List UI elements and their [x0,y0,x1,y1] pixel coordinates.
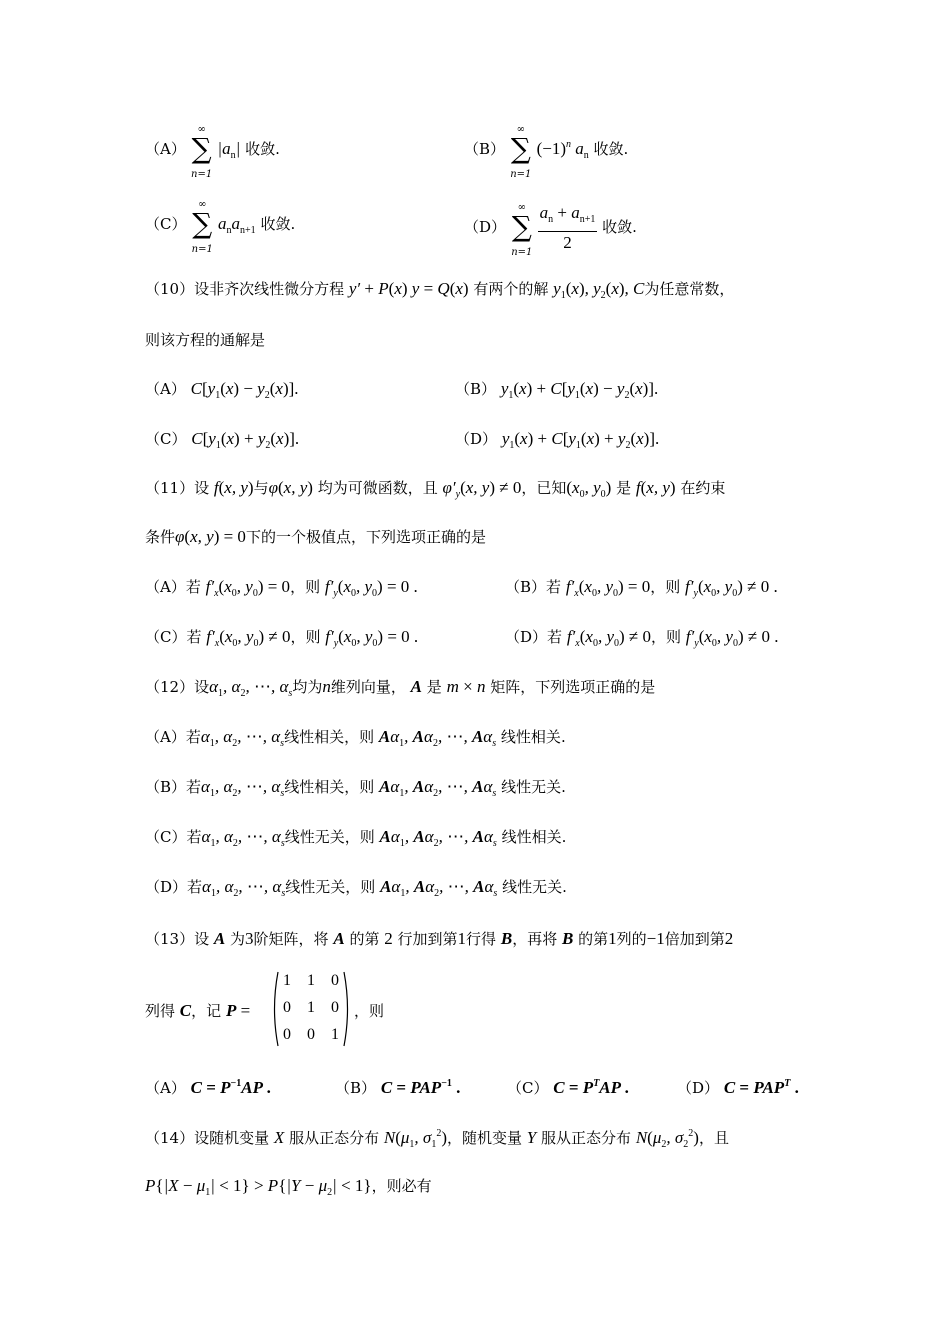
q13-stem [145,928,733,949]
stem-text: 的第 [578,930,609,948]
formula: $A\alpha_1$, $A\alpha_2$, ⋯, $A\alpha_s$ [378,727,497,749]
stem-text: 矩阵，下列选项正确的是 [490,678,656,696]
stem-text: 为 [230,930,246,948]
formula: A [213,929,226,948]
q13-option-d [677,1077,799,1098]
formula: $a_na_{n+1}$ [218,214,256,236]
matrix-cell: 0 [331,999,339,1016]
stem-text: ，则必有 [371,1177,432,1195]
stem-text: 与 [253,479,269,497]
option-text: 线性无关 [501,778,562,796]
q14-stem-line2 [145,1175,432,1198]
formula: C [179,1001,192,1020]
option-label: （C） [145,430,187,448]
option-text: 线性相关 [501,828,562,846]
formula: $f'_x(x_0$, $y_0) \ne 0$ [206,627,291,649]
stem-text: 阶矩阵，将 [253,930,329,948]
option-text: 收敛. [593,140,629,158]
q12-option-a: （A）若$\alpha_1$, $\alpha_2$, ⋯, $\alpha_s$线性相关，则 $A\alpha_1$, $A\alpha_2$, ⋯, $A\alpha_s$ 线性相关. [145,727,566,749]
option-label: （D） [145,878,188,896]
stem-text: 服从正态分布 [289,1129,380,1147]
formula: B [500,929,513,948]
formula: m × n [446,677,486,696]
option-text: 线性相关 [500,728,561,746]
formula: $P\{|X - \mu_1| < 1\} > P\{|Y - \mu_2| < 1\}$ [145,1176,372,1198]
formula: $C = P^{-1}AP$ . [190,1078,271,1097]
option-text: ，则 [290,578,321,596]
formula: φ(x, y) = 0 [175,527,246,546]
option-text: 若 [186,628,202,646]
q10-stem [145,278,734,301]
q12-stem [145,676,655,699]
q14-stem [145,1127,729,1150]
option-text: ，则 [344,828,375,846]
q9-option-d: （D） ∞ ∑ n=1 $\frac{a_n + a_{n+1}}{2}$ 收敛. [464,202,637,258]
formula: $\alpha_1$, $\alpha_2$, ⋯, $\alpha_s$ [201,777,285,799]
stem-text: 均为可微函数，且 [317,479,438,497]
formula: 1 [457,929,467,948]
option-text: 线性相关 [284,728,345,746]
option-text: 线性相关 [284,778,345,796]
formula: $A\alpha_1$, $A\alpha_2$, ⋯, $A\alpha_s$ [380,877,498,899]
stem-text: 列的 [616,930,647,948]
stem-text: 行加到第 [397,930,458,948]
option-label: （D） [455,430,498,448]
option-text: 若 [546,578,562,596]
matrix-cell: 1 [307,972,315,989]
option-label: （D） [464,218,507,236]
stem-text: 设随机变量 [194,1129,270,1147]
formula: $\alpha_1$, $\alpha_2$, ⋯, $\alpha_s$ [209,677,293,699]
option-text: 收敛. [245,140,280,158]
stem-text: 设 [194,678,210,696]
formula: ($x_0$, $y_0$) [566,478,612,500]
stem-text: ，且 [698,1129,729,1147]
option-text: 收敛. [260,215,296,233]
q10-option-a [145,378,299,401]
option-text: 线性无关 [502,878,563,896]
option-text: 线性无关 [285,878,346,896]
formula: P = [225,1001,251,1020]
formula: $N(\mu_1$, $\sigma_1^2$) [383,1128,447,1150]
formula: 1 [608,929,617,948]
formula: $f'_x(x_0$, $y_0) \ne 0$ [566,627,651,649]
formula: $f'_y(x_0$, $y_0) = 0$ . [324,577,418,599]
q12-option-b: （B）若$\alpha_1$, $\alpha_2$, ⋯, $\alpha_s$线性相关，则 $A\alpha_1$, $A\alpha_2$, ⋯, $A\alpha_s$ 线性无关. [145,777,566,799]
formula: $f'_y(x_0$, $y_0) = 0$ . [325,627,419,649]
formula: n [322,677,331,696]
option-text: 若 [186,778,202,796]
q9-option-c: （C） ∞ ∑ n=1 $a_na_{n+1}$ 收敛. [145,199,296,255]
option-label: （B） [455,380,497,398]
option-text: 若 [186,828,202,846]
q11-option-b [505,576,778,599]
formula: $\alpha_1$, $\alpha_2$, ⋯, $\alpha_s$ [201,827,285,849]
stem-text: 设 [194,479,210,497]
formula: 2 [724,929,734,948]
formula: $\varphi'_y(x$, y) ≠ 0 [442,478,522,500]
option-text: 线性无关 [284,828,345,846]
formula: $f'_x(x_0$, $y_0) = 0$ [205,577,291,599]
formula: −1 [646,929,665,948]
formula: $f'_x(x_0$, $y_0) = 0$ [565,577,651,599]
formula: $A\alpha_1$, $A\alpha_2$, ⋯, $A\alpha_s$ [379,777,497,799]
formula: $(-1)^n$ $a_n$ [536,139,589,161]
q11-option-d [505,626,778,649]
stem-text: 为任意常数， [644,280,735,298]
formula: $N(\mu_2$, $\sigma_2^2$) [635,1128,699,1150]
option-label: （A） [145,728,186,746]
formula: $y_1(x) + C[y_1(x) + y_2(x)]$. [501,429,660,451]
option-text: 收敛. [602,218,637,236]
matrix-cell: 0 [331,972,339,989]
formula: y′ + P(x) y = Q(x) [348,279,469,298]
q11-option-a [145,576,418,599]
question-number: （11） [145,479,195,497]
stem-text: 条件 [145,528,176,546]
question-number: （10） [145,280,195,298]
q11-option-c [145,626,418,649]
formula: A [410,677,422,696]
option-text: 若 [547,628,563,646]
formula: A [333,929,345,948]
option-label: （C） [507,1079,549,1097]
option-label: （A） [145,140,186,158]
q13-stem-line2 [145,1000,250,1021]
option-label: （B） [145,778,187,796]
q12-option-c: （C）若$\alpha_1$, $\alpha_2$, ⋯, $\alpha_s$线性无关，则 $A\alpha_1$, $A\alpha_2$, ⋯, $A\alpha_s$ 线性相关. [145,827,567,849]
stem-text: 有两个的解 [473,280,549,298]
formula: B [561,929,574,948]
matrix-cell: 1 [283,972,291,989]
formula: $f'_y(x_0$, $y_0) \ne 0$ . [685,627,779,649]
option-label: （A） [145,1079,186,1097]
formula: 3 [245,929,254,948]
stem-text: 在约束 [680,479,726,497]
stem-text: 服从正态分布 [541,1129,632,1147]
q13-option-a [145,1077,271,1098]
option-label: （C） [145,828,187,846]
q13-stem-end: ，则 [354,1002,385,1020]
matrix-cell: 0 [283,1026,291,1043]
formula: Y [526,1128,537,1147]
formula: $C = PAP^T$ . [723,1078,799,1097]
q11-stem [145,477,725,500]
option-label: （C） [145,215,187,233]
option-label: （A） [145,578,186,596]
option-text: ，则 [290,628,321,646]
stem-text: 设非齐次线性微分方程 [194,280,345,298]
option-label: （A） [145,380,186,398]
stem-text: 倍加到第 [664,930,725,948]
formula: $C = P^TAP$ . [553,1078,629,1097]
stem-text: 列得 [145,1002,176,1020]
question-number: （12） [145,678,195,696]
stem-text: 是 [616,479,632,497]
formula: 2 [384,929,393,948]
formula: φ(x, y) [268,478,313,497]
formula: $C[y_1(x) + y_2(x)]$. [191,429,300,451]
formula: $y_1(x)$, $y_2(x)$, C [553,279,645,301]
q13-option-b [335,1077,460,1098]
option-text: ，则 [345,878,376,896]
matrix-cell: 0 [307,1026,315,1043]
matrix-p [270,970,352,1048]
option-label: （D） [677,1079,720,1097]
option-text: 若 [187,878,203,896]
stem-text: ，随机变量 [446,1129,522,1147]
stem-text: 下的一个极值点，下列选项正确的是 [245,528,486,546]
formula: f(x, y) [635,478,676,497]
question-number: （13） [145,930,195,948]
option-text: ，则 [344,728,375,746]
matrix-cell: 1 [331,1026,339,1043]
option-text: 若 [185,578,201,596]
stem-text: 行得 [466,930,497,948]
option-label: （C） [145,628,187,646]
formula: $f'_y(x_0$, $y_0) \ne 0$ . [685,577,778,599]
option-label: （B） [505,578,547,596]
formula: X [273,1128,285,1147]
formula: f(x, y) [213,478,254,497]
q9-option-a: （A） ∞ ∑ n=1 $|a_n|$ 收敛. [145,124,280,180]
option-label: （B） [335,1079,377,1097]
option-label: （B） [464,140,506,158]
stem-text: ，记 [191,1002,222,1020]
q9-option-b: （B） ∞ ∑ n=1 $(-1)^n$ $a_n$ 收敛. [464,124,629,180]
stem-text: 均为 [292,678,323,696]
formula: $C = PAP^{-1}$ . [380,1078,461,1097]
matrix-cell: 0 [283,999,291,1016]
option-text: ，则 [344,778,375,796]
q13-option-c [507,1077,629,1098]
stem-text: 是 [426,678,442,696]
formula: $C[y_1(x) - y_2(x)]$. [190,379,299,401]
formula: $\alpha_1$, $\alpha_2$, ⋯, $\alpha_s$ [200,727,285,749]
formula: $|a_n|$ [217,139,241,161]
q10-stem-line2: 则该方程的通解是 [145,331,266,349]
matrix-cell: 1 [307,999,315,1016]
formula: $y_1(x) + C[y_1(x) - y_2(x)]$. [500,379,659,401]
formula: $A\alpha_1$, $A\alpha_2$, ⋯, $A\alpha_s$ [379,827,497,849]
option-label: （D） [505,628,548,646]
stem-text: 维列向量， [330,678,406,696]
formula: $\frac{a_n + a_{n+1}}{2}$ [539,203,596,252]
q12-option-d: （D）若$\alpha_1$, $\alpha_2$, ⋯, $\alpha_s$线性无关，则 $A\alpha_1$, $A\alpha_2$, ⋯, $A\alpha_s$ 线性无关. [145,877,567,899]
stem-text: ，再将 [512,930,558,948]
q10-option-c [145,428,299,451]
stem-text: 设 [194,930,210,948]
stem-text: ，已知 [521,479,567,497]
option-text: ，则 [651,628,682,646]
q11-stem-line2 [145,526,486,547]
stem-text: 的第 [349,930,380,948]
option-text: 若 [185,728,201,746]
formula: $\alpha_1$, $\alpha_2$, ⋯, $\alpha_s$ [202,877,286,899]
q10-option-b [455,378,658,401]
question-number: （14） [145,1129,195,1147]
option-text: ，则 [650,578,681,596]
q10-option-d [455,428,659,451]
